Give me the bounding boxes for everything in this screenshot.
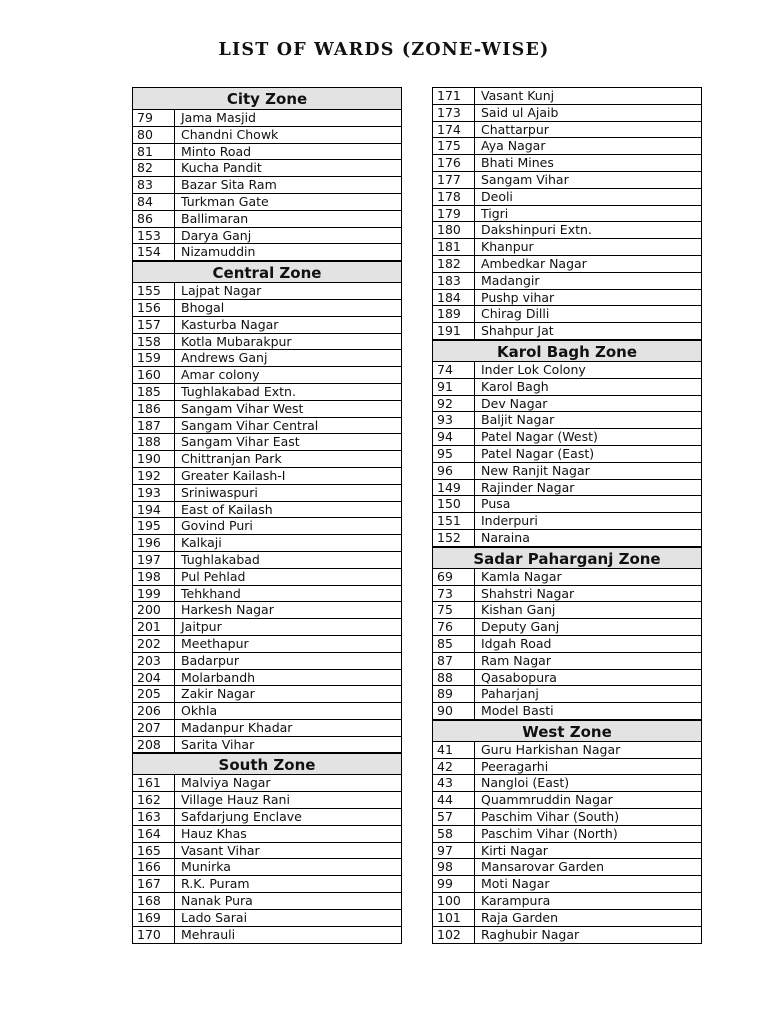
ward-name: Chattarpur [481,121,549,137]
ward-name: Pushp vihar [481,289,555,305]
ward-row [433,480,701,497]
ward-number: 76 [433,619,475,635]
ward-row [133,451,401,468]
ward-name: Pul Pehlad [181,568,246,584]
ward-row [433,222,701,239]
zone-header: South Zone [133,753,401,775]
ward-row [433,859,701,876]
ward-row [433,105,701,122]
ward-name: Karol Bagh [481,378,549,394]
ward-row [133,367,401,384]
ward-name: Dev Nagar [481,395,548,411]
ward-number: 201 [133,619,175,635]
ward-name: Darya Ganj [181,227,252,243]
ward-number: 102 [433,927,475,944]
page-title: LIST OF WARDS (ZONE-WISE) [218,40,550,60]
ward-name: Govind Puri [181,518,253,534]
ward-number: 184 [433,290,475,306]
ward-name: Aya Nagar [481,138,546,154]
ward-row [433,446,701,463]
ward-name: Quammruddin Nagar [481,792,613,808]
ward-row [133,468,401,485]
ward-name: Badarpur [181,652,239,668]
ward-number: 79 [133,110,175,126]
zone-header: City Zone [133,88,401,110]
ward-row [433,910,701,927]
ward-row [433,843,701,860]
ward-row [433,290,701,307]
ward-row [133,653,401,670]
ward-number: 82 [133,160,175,176]
ward-number: 171 [433,88,475,104]
ward-number: 189 [433,306,475,322]
ward-number: 179 [433,206,475,222]
ward-row [433,138,701,155]
ward-number: 180 [433,222,475,238]
ward-number: 92 [433,396,475,412]
ward-number: 187 [133,418,175,434]
ward-number: 153 [133,228,175,244]
ward-number: 83 [133,177,175,193]
ward-row [433,206,701,223]
ward-name: Khanpur [481,239,534,255]
ward-number: 194 [133,502,175,518]
ward-name: Sangam Vihar [481,171,569,187]
ward-number: 167 [133,876,175,892]
ward-row [133,775,401,792]
ward-row [133,535,401,552]
right-ward-table [432,87,702,944]
ward-row [433,463,701,480]
ward-number: 149 [433,480,475,496]
ward-row [133,502,401,519]
ward-row [133,809,401,826]
ward-row [133,317,401,334]
ward-row [133,843,401,860]
ward-name: Idgah Road [481,635,552,651]
ward-number: 73 [433,586,475,602]
ward-name: New Ranjit Nagar [481,462,590,478]
ward-number: 207 [133,720,175,736]
ward-name: Munirka [181,859,231,875]
ward-name: Bhati Mines [481,155,554,171]
ward-row [433,379,701,396]
ward-number: 99 [433,876,475,892]
ward-row [133,518,401,535]
ward-name: Hauz Khas [181,825,247,841]
ward-row [133,384,401,401]
ward-row [133,552,401,569]
ward-name: Sangam Vihar East [181,434,300,450]
ward-name: Moti Nagar [481,876,550,892]
ward-number: 42 [433,759,475,775]
ward-name: Inderpuri [481,513,538,529]
ward-name: Patel Nagar (West) [481,429,598,445]
ward-number: 173 [433,105,475,121]
ward-name: Madanpur Khadar [181,719,293,735]
ward-row [133,569,401,586]
ward-row [433,496,701,513]
ward-row [433,876,701,893]
ward-number: 95 [433,446,475,462]
ward-name: Mehrauli [181,926,236,942]
ward-row [133,350,401,367]
ward-name: Bhogal [181,299,225,315]
ward-name: Andrews Ganj [181,350,268,366]
ward-name: Ambedkar Nagar [481,255,587,271]
ward-name: Nanak Pura [181,893,253,909]
ward-number: 87 [433,653,475,669]
ward-row [433,636,701,653]
ward-row [433,809,701,826]
ward-row [133,244,401,261]
ward-name: Tigri [481,205,509,221]
ward-row [133,434,401,451]
ward-name: Said ul Ajaib [481,104,559,120]
ward-name: Kasturba Nagar [181,316,279,332]
ward-number: 43 [433,775,475,791]
ward-name: Sangam Vihar West [181,400,304,416]
ward-row [433,759,701,776]
ward-name: Rajinder Nagar [481,479,575,495]
ward-name: Sangam Vihar Central [181,417,319,433]
ward-name: Baljit Nagar [481,412,555,428]
ward-name: Kucha Pandit [181,160,262,176]
ward-row [133,160,401,177]
ward-number: 202 [133,636,175,652]
ward-row [133,792,401,809]
ward-number: 161 [133,775,175,791]
ward-name: Greater Kailash-I [181,467,286,483]
ward-row [133,110,401,127]
ward-row [133,703,401,720]
ward-number: 155 [133,283,175,299]
ward-number: 158 [133,334,175,350]
ward-number: 195 [133,518,175,534]
ward-name: Zakir Nagar [181,686,255,702]
ward-number: 88 [433,670,475,686]
ward-row [433,686,701,703]
ward-row [433,569,701,586]
ward-row [433,429,701,446]
ward-row [133,670,401,687]
ward-row [433,396,701,413]
ward-number: 186 [133,401,175,417]
ward-number: 75 [433,602,475,618]
ward-number: 93 [433,412,475,428]
ward-row [433,306,701,323]
left-ward-table [132,87,402,944]
ward-row [433,273,701,290]
ward-number: 151 [433,513,475,529]
ward-row [433,619,701,636]
ward-name: Amar colony [181,367,260,383]
ward-name: Chittranjan Park [181,451,282,467]
ward-name: Chirag Dilli [481,306,550,322]
ward-number: 192 [133,468,175,484]
ward-name: Naraina [481,529,530,545]
ward-number: 198 [133,569,175,585]
ward-number: 177 [433,172,475,188]
ward-name: Minto Road [181,143,252,159]
ward-name: Chandni Chowk [181,126,279,142]
zone-header: West Zone [433,720,701,742]
ward-number: 185 [133,384,175,400]
ward-name: Jaitpur [181,619,222,635]
ward-row [433,703,701,720]
ward-number: 196 [133,535,175,551]
ward-row [133,619,401,636]
ward-number: 152 [433,530,475,546]
ward-row [433,670,701,687]
ward-name: Inder Lok Colony [481,361,586,377]
ward-number: 199 [133,586,175,602]
ward-row [133,586,401,603]
ward-number: 97 [433,843,475,859]
ward-number: 80 [133,127,175,143]
ward-name: Raja Garden [481,909,558,925]
ward-row [133,826,401,843]
ward-name: Lajpat Nagar [181,283,262,299]
ward-name: Jama Masjid [181,110,256,125]
ward-row [433,742,701,759]
ward-row [433,653,701,670]
ward-number: 206 [133,703,175,719]
ward-number: 157 [133,317,175,333]
ward-name: Bazar Sita Ram [181,177,277,193]
ward-name: Molarbandh [181,669,256,685]
ward-name: R.K. Puram [181,876,250,892]
ward-number: 175 [433,138,475,154]
ward-number: 98 [433,859,475,875]
zone-header: Sadar Paharganj Zone [433,547,701,569]
ward-number: 164 [133,826,175,842]
ward-name: Karampura [481,893,551,909]
ward-name: Kirti Nagar [481,842,548,858]
ward-row [433,586,701,603]
ward-number: 205 [133,686,175,702]
ward-number: 58 [433,826,475,842]
ward-number: 156 [133,300,175,316]
ward-row [433,893,701,910]
ward-row [133,418,401,435]
ward-name: Kotla Mubarakpur [181,333,292,349]
ward-number: 203 [133,653,175,669]
ward-name: Model Basti [481,703,554,719]
ward-row [133,485,401,502]
ward-name: Nizamuddin [181,244,256,260]
ward-row [133,177,401,194]
ward-row [133,859,401,876]
ward-row [433,189,701,206]
ward-number: 208 [133,737,175,753]
ward-row [433,172,701,189]
ward-number: 150 [433,496,475,512]
ward-number: 160 [133,367,175,383]
ward-number: 200 [133,602,175,618]
ward-number: 86 [133,211,175,227]
ward-number: 94 [433,429,475,445]
ward-number: 183 [433,273,475,289]
ward-row [133,737,401,754]
ward-number: 100 [433,893,475,909]
ward-row [133,283,401,300]
ward-row [433,323,701,340]
ward-row [133,602,401,619]
ward-row [433,602,701,619]
ward-number: 85 [433,636,475,652]
ward-number: 44 [433,792,475,808]
ward-number: 69 [433,569,475,585]
ward-number: 193 [133,485,175,501]
ward-name: Raghubir Nagar [481,926,580,942]
ward-number: 81 [133,144,175,160]
ward-name: Kamla Nagar [481,568,562,584]
ward-number: 74 [433,362,475,378]
ward-name: Madangir [481,272,540,288]
ward-row [433,122,701,139]
ward-name: Tehkhand [181,585,241,601]
ward-number: 190 [133,451,175,467]
ward-number: 162 [133,792,175,808]
ward-row [433,826,701,843]
ward-row [433,412,701,429]
ward-name: Paschim Vihar (North) [481,825,618,841]
ward-row [133,893,401,910]
ward-name: Vasant Kunj [481,88,555,103]
ward-number: 91 [433,379,475,395]
ward-row [133,334,401,351]
ward-row [133,228,401,245]
ward-number: 89 [433,686,475,702]
ward-row [133,876,401,893]
ward-number: 188 [133,434,175,450]
ward-number: 168 [133,893,175,909]
ward-row [133,127,401,144]
ward-number: 96 [433,463,475,479]
ward-row [133,144,401,161]
ward-number: 197 [133,552,175,568]
ward-name: Qasabopura [481,669,557,685]
ward-row [433,239,701,256]
ward-name: Nangloi (East) [481,775,570,791]
ward-number: 165 [133,843,175,859]
ward-name: Meethapur [181,635,249,651]
ward-name: Shahpur Jat [481,323,554,339]
ward-number: 84 [133,194,175,210]
ward-row [133,401,401,418]
ward-row [433,927,701,944]
ward-number: 170 [133,927,175,944]
ward-number: 41 [433,742,475,758]
ward-name: Guru Harkishan Nagar [481,741,621,757]
ward-name: Tughlakabad [181,551,260,567]
ward-row [433,362,701,379]
ward-number: 57 [433,809,475,825]
ward-name: Malviya Nagar [181,775,271,791]
ward-name: Patel Nagar (East) [481,445,595,461]
ward-name: Sarita Vihar [181,736,255,752]
ward-name: Mansarovar Garden [481,859,605,875]
ward-name: Peeragarhi [481,758,549,774]
ward-name: Deputy Ganj [481,619,560,635]
ward-name: Paschim Vihar (South) [481,809,620,825]
ward-row [133,927,401,944]
ward-name: Pusa [481,496,511,512]
ward-row [133,300,401,317]
ward-name: Lado Sarai [181,909,248,925]
ward-name: Tughlakabad Extn. [181,383,296,399]
ward-name: Ballimaran [181,210,249,226]
ward-name: Village Hauz Rani [181,792,290,808]
ward-name: Shahstri Nagar [481,585,575,601]
ward-number: 176 [433,155,475,171]
ward-name: Ram Nagar [481,652,551,668]
ward-name: Vasant Vihar [181,842,260,858]
ward-row [133,720,401,737]
ward-number: 101 [433,910,475,926]
ward-name: Kishan Ganj [481,602,556,618]
ward-row [433,256,701,273]
ward-name: Harkesh Nagar [181,602,274,618]
ward-name: East of Kailash [181,501,273,517]
ward-name: Kalkaji [181,535,222,551]
ward-row [133,910,401,927]
ward-row [433,513,701,530]
ward-row [133,211,401,228]
ward-number: 174 [433,122,475,138]
ward-number: 191 [433,323,475,339]
ward-number: 204 [133,670,175,686]
ward-row [433,792,701,809]
ward-number: 181 [433,239,475,255]
zone-header: Central Zone [133,261,401,283]
ward-number: 169 [133,910,175,926]
ward-number: 159 [133,350,175,366]
ward-row [133,636,401,653]
ward-number: 90 [433,703,475,719]
ward-row [133,686,401,703]
ward-number: 166 [133,859,175,875]
ward-number: 163 [133,809,175,825]
ward-name: Safdarjung Enclave [181,809,302,825]
ward-name: Deoli [481,188,513,204]
ward-name: Paharjanj [481,686,539,702]
ward-number: 154 [133,244,175,260]
ward-number: 182 [433,256,475,272]
zone-header: Karol Bagh Zone [433,340,701,362]
ward-row [433,155,701,172]
ward-name: Dakshinpuri Extn. [481,222,592,238]
ward-row [133,194,401,211]
ward-name: Sriniwaspuri [181,484,258,500]
ward-name: Okhla [181,703,218,719]
ward-row [433,775,701,792]
ward-row [433,88,701,105]
ward-number: 178 [433,189,475,205]
ward-row [433,530,701,547]
ward-name: Turkman Gate [181,193,269,209]
